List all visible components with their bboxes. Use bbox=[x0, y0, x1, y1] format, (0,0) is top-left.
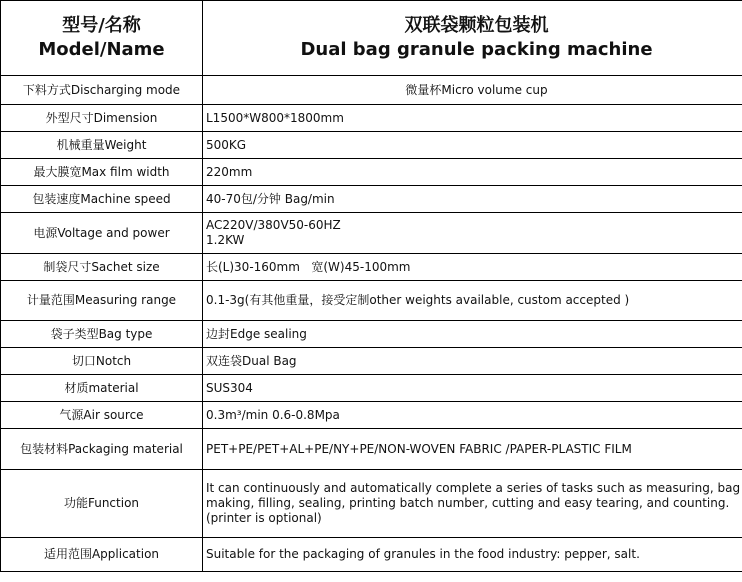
spec-row-discharging-mode bbox=[1, 76, 742, 105]
row-value-line: AC220V/380V50-60HZ bbox=[206, 218, 341, 232]
spec-row-dimension bbox=[1, 105, 742, 132]
row-value: 微量杯Micro volume cup bbox=[203, 76, 742, 105]
row-value bbox=[203, 213, 742, 254]
row-value: 边封Edge sealing bbox=[203, 321, 742, 348]
row-value: PET+PE/PET+AL+PE/NY+PE/NON-WOVEN FABRIC /PAPER-PLASTIC FILM bbox=[203, 429, 742, 470]
spec-row-max-film-width bbox=[1, 159, 742, 186]
row-label: 功能Function bbox=[1, 470, 203, 538]
row-label: 最大膜宽Max film width bbox=[1, 159, 203, 186]
spec-row-voltage-power bbox=[1, 213, 742, 254]
row-label: 切口Notch bbox=[1, 348, 203, 375]
spec-row-machine-speed bbox=[1, 186, 742, 213]
row-value-line: making, filling, sealing, printing batch number, cutting and easy tearing, and counting. bbox=[206, 496, 730, 510]
spec-row-notch bbox=[1, 348, 742, 375]
spec-row-air-source bbox=[1, 402, 742, 429]
row-value: Suitable for the packaging of granules in the food industry: pepper, salt. bbox=[203, 538, 742, 572]
header-label-cell bbox=[1, 1, 203, 76]
row-label: 包装速度Machine speed bbox=[1, 186, 203, 213]
spec-row-bag-type bbox=[1, 321, 742, 348]
row-value-line: It can continuously and automatically complete a series of tasks such as measuring, bag bbox=[206, 481, 741, 495]
row-label: 下料方式Discharging mode bbox=[1, 76, 203, 105]
row-label: 制袋尺寸Sachet size bbox=[1, 254, 203, 281]
row-label: 外型尺寸Dimension bbox=[1, 105, 203, 132]
row-value bbox=[203, 470, 742, 538]
header-label-en: Model/Name bbox=[38, 39, 165, 60]
row-value: 0.1-3g(有其他重量，接受定制other weights available, custom accepted ) bbox=[203, 281, 742, 321]
spec-row-packaging-material bbox=[1, 429, 742, 470]
spec-row-sachet-size bbox=[1, 254, 742, 281]
row-value: SUS304 bbox=[203, 375, 742, 402]
spec-row-application bbox=[1, 538, 742, 572]
row-value: 0.3m³/min 0.6-0.8Mpa bbox=[203, 402, 742, 429]
header-value-cn: 双联袋颗粒包装机 bbox=[404, 15, 549, 36]
row-value: L1500*W800*1800mm bbox=[203, 105, 742, 132]
row-label: 材质material bbox=[1, 375, 203, 402]
spec-row-material bbox=[1, 375, 742, 402]
row-value: 长(L)30-160mm 宽(W)45-100mm bbox=[203, 254, 742, 281]
row-label: 电源Voltage and power bbox=[1, 213, 203, 254]
row-label: 气源Air source bbox=[1, 402, 203, 429]
header-label-cn: 型号/名称 bbox=[62, 15, 141, 36]
header-value-cell bbox=[203, 1, 742, 76]
row-value: 40-70包/分钟 Bag/min bbox=[203, 186, 742, 213]
row-label: 包装材料Packaging material bbox=[1, 429, 203, 470]
spec-row-weight bbox=[1, 132, 742, 159]
row-label: 适用范围Application bbox=[1, 538, 203, 572]
header-row bbox=[1, 1, 742, 76]
row-value: 220mm bbox=[203, 159, 742, 186]
spec-row-function bbox=[1, 470, 742, 538]
row-label: 机械重量Weight bbox=[1, 132, 203, 159]
row-label: 袋子类型Bag type bbox=[1, 321, 203, 348]
header-value-en: Dual bag granule packing machine bbox=[300, 39, 653, 60]
row-value: 500KG bbox=[203, 132, 742, 159]
row-value: 双连袋Dual Bag bbox=[203, 348, 742, 375]
row-label: 计量范围Measuring range bbox=[1, 281, 203, 321]
spec-row-measuring-range bbox=[1, 281, 742, 321]
row-value-line: 1.2KW bbox=[206, 233, 245, 247]
row-value-line: (printer is optional) bbox=[206, 511, 322, 525]
